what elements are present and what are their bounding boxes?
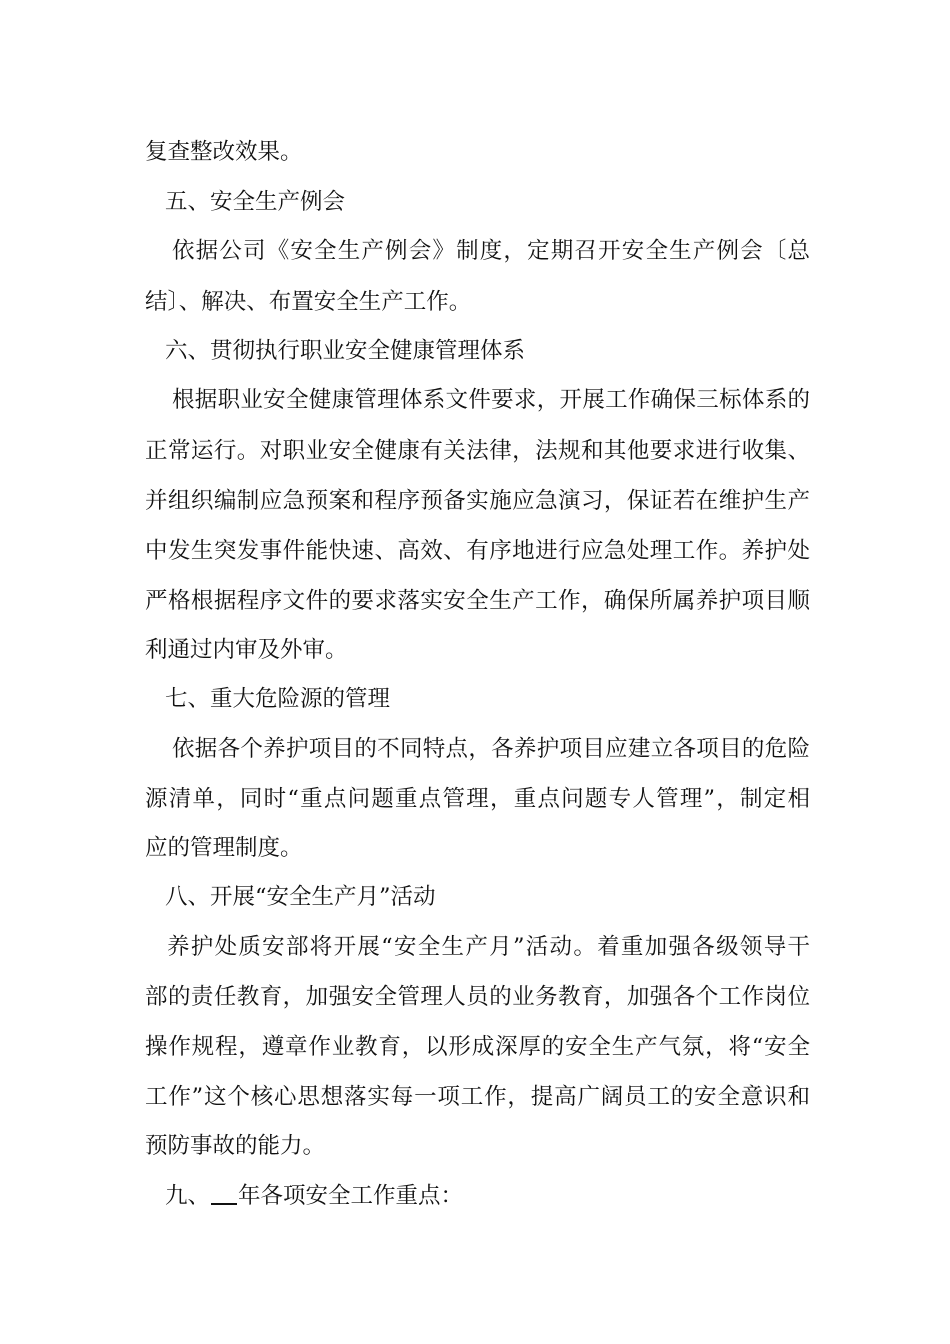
paragraph-line: 工作”这个核心思想落实每一项工作，提高广阔员工的安全意识和 <box>145 1084 810 1110</box>
section-heading-6: 六、贯彻执行职业安全健康管理体系 <box>165 338 526 364</box>
paragraph-line: 应的管理制度。 <box>145 835 303 861</box>
paragraph-line: 依据各个养护项目的不同特点，各养护项目应建立各项目的危险 <box>172 736 810 762</box>
heading-suffix: 年各项安全工作重点： <box>238 1183 464 1209</box>
paragraph-line: 正常运行。对职业安全健康有关法律，法规和其他要求进行收集、 <box>145 438 810 464</box>
paragraph-line: 养护处质安部将开展“安全生产月”活动。着重加强各级领导干 <box>167 934 810 960</box>
section-heading-7: 七、重大危险源的管理 <box>165 686 391 712</box>
paragraph-line: 预防事故的能力。 <box>145 1133 326 1159</box>
paragraph-line: 部的责任教育，加强安全管理人员的业务教育，加强各个工作岗位 <box>145 984 810 1010</box>
paragraph-line: 中发生突发事件能快速、高效、有序地进行应急处理工作。养护处 <box>145 538 810 564</box>
section-heading-9 <box>165 1181 830 1211</box>
text-line: 复查整改效果。 <box>145 139 303 165</box>
paragraph-line: 操作规程，遵章作业教育，以形成深厚的安全生产气氛，将“安全 <box>145 1034 810 1060</box>
paragraph-line: 严格根据程序文件的要求落实安全生产工作，确保所属养护项目顺 <box>145 588 810 614</box>
paragraph-line: 源清单，同时“重点问题重点管理，重点问题专人管理”，制定相 <box>145 786 810 812</box>
section-heading-5: 五、安全生产例会 <box>165 189 346 215</box>
section-heading-8: 八、开展“安全生产月”活动 <box>165 884 436 910</box>
paragraph-line: 利通过内审及外审。 <box>145 637 348 663</box>
paragraph-line: 根据职业安全健康管理体系文件要求，开展工作确保三标体系的 <box>172 387 810 413</box>
paragraph-line: 并组织编制应急预案和程序预备实施应急演习，保证若在维护生产 <box>145 488 810 514</box>
blank-underline <box>211 1183 237 1205</box>
paragraph-line: 依据公司《安全生产例会》制度，定期召开安全生产例会〔总 <box>172 238 810 264</box>
paragraph-line: 结〕、解决、布置安全生产工作。 <box>145 289 472 315</box>
heading-prefix: 九、 <box>165 1183 211 1209</box>
